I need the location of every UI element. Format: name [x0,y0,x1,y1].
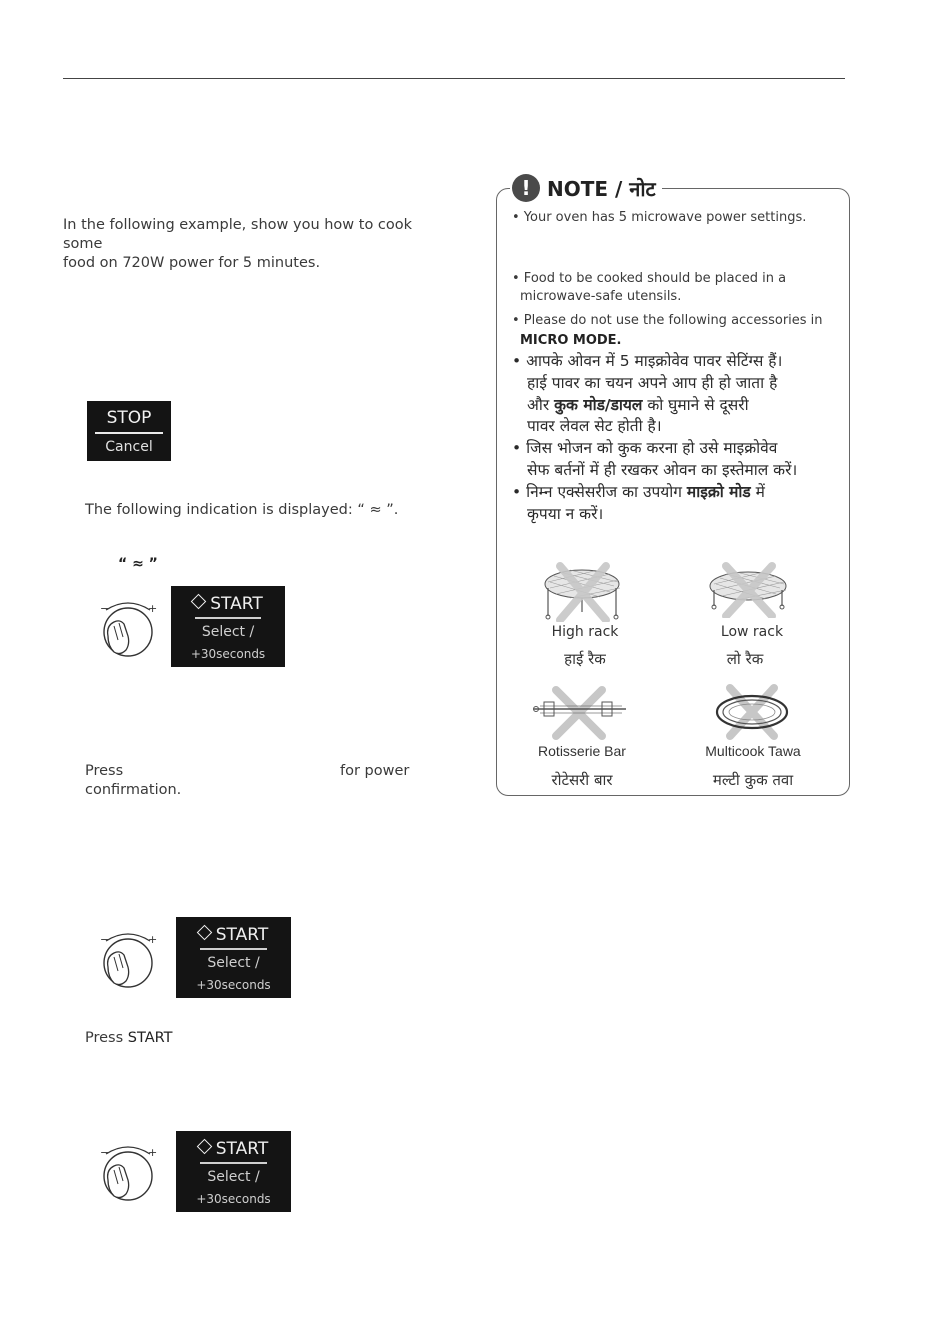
press-power-line2: confirmation. [85,782,182,798]
note-en-3: • Please do not use the following accessories in [512,313,823,328]
press-power-text: Press [85,763,124,779]
dial-turn-icon [98,596,158,660]
plus-30-seconds-label: +30seconds [196,1192,271,1206]
micro-mode-icon-label: “ ≈ ” [118,556,158,572]
indication-text: The following indication is displayed: “ ≈ ”. [85,502,399,518]
multicook-tawa-label: Multicook Tawa [705,743,801,759]
start-label: START [176,1139,291,1159]
select-label: Select / [207,955,260,971]
low-rack-crossed-icon [706,562,790,618]
stop-cancel-key[interactable] [87,401,171,461]
select-label: Select / [207,1169,260,1185]
key-divider [195,617,261,619]
note-hi-8: कृपया न करें। [527,505,604,523]
high-rack-label-hi: हाई रैक [564,650,606,668]
header-rule [63,78,845,79]
rotisserie-bar-crossed-icon [530,684,630,740]
start-key-2[interactable] [176,917,291,998]
intro-line-1: In the following example, show you how to cook some [63,217,413,252]
stop-label: STOP [106,408,152,428]
plus-30-seconds-label: +30seconds [190,647,266,661]
note-title: NOTE / नोट [547,176,656,201]
intro-line-2: food on 720W power for 5 minutes. [63,255,321,271]
note-hi-1: • आपके ओवन में 5 माइक्रोवेव पावर सेटिंग्स हैं। [512,352,783,370]
key-divider [200,948,267,950]
note-en-3b: MICRO MODE. [520,333,622,348]
multicook-tawa-label-hi: मल्टी कुक तवा [712,771,794,789]
high-rack-crossed-icon [540,562,624,622]
start-diamond-icon [196,925,212,941]
note-en-2b: microwave-safe utensils. [520,289,682,304]
press-start-text: Press START [85,1030,173,1046]
dial-turn-icon [98,927,158,991]
dial-turn-icon [98,1140,158,1204]
rotisserie-bar-label: Rotisserie Bar [538,743,626,759]
start-key-3[interactable] [176,1131,291,1212]
intro-text [63,216,443,273]
note-hi-3: और कुक मोड/डायल को घुमाने से दूसरी [527,396,749,414]
note-en-1: • Your oven has 5 microwave power settings. [512,210,807,225]
note-hi-6: सेफ बर्तनों में ही रखकर ओवन का इस्तेमाल करें। [527,461,798,479]
note-hi-5: • जिस भोजन को कुक करना हो उसे माइक्रोवेव [512,439,778,457]
start-label: START [171,594,285,614]
high-rack-label: High rack [551,624,619,640]
svg-text:−: − [100,1146,110,1159]
note-hi-2: हाई पावर का चयन अपने आप ही हो जाता है [527,374,778,392]
svg-text:+: + [148,1146,158,1159]
cancel-label: Cancel [105,439,153,455]
low-rack-label: Low rack [720,624,784,640]
rotisserie-bar-label-hi: रोटेसरी बार [551,771,613,789]
select-label: Select / [201,624,255,640]
start-diamond-icon [196,1139,212,1155]
press-power-tail: for power [340,763,410,779]
plus-30-seconds-label: +30seconds [196,978,271,992]
start-diamond-icon [191,594,207,610]
note-en-2: • Food to be cooked should be placed in a [512,271,787,286]
start-label: START [176,925,291,945]
note-hi-7: • निम्न एक्सेसरीज का उपयोग माइक्रो मोड में [512,483,765,501]
svg-text:+: + [148,933,158,946]
svg-text:−: − [100,933,110,946]
low-rack-label-hi: लो रैक [726,650,764,668]
key-divider [200,1162,267,1164]
note-header [510,174,662,202]
svg-text:+: + [148,602,158,615]
key-divider [95,432,163,434]
start-key-1[interactable] [171,586,285,667]
multicook-tawa-crossed-icon [712,684,792,740]
svg-text:−: − [100,602,110,615]
exclamation-icon: ! [512,174,540,202]
note-hi-4: पावर लेवल सेट होती है। [527,417,662,435]
